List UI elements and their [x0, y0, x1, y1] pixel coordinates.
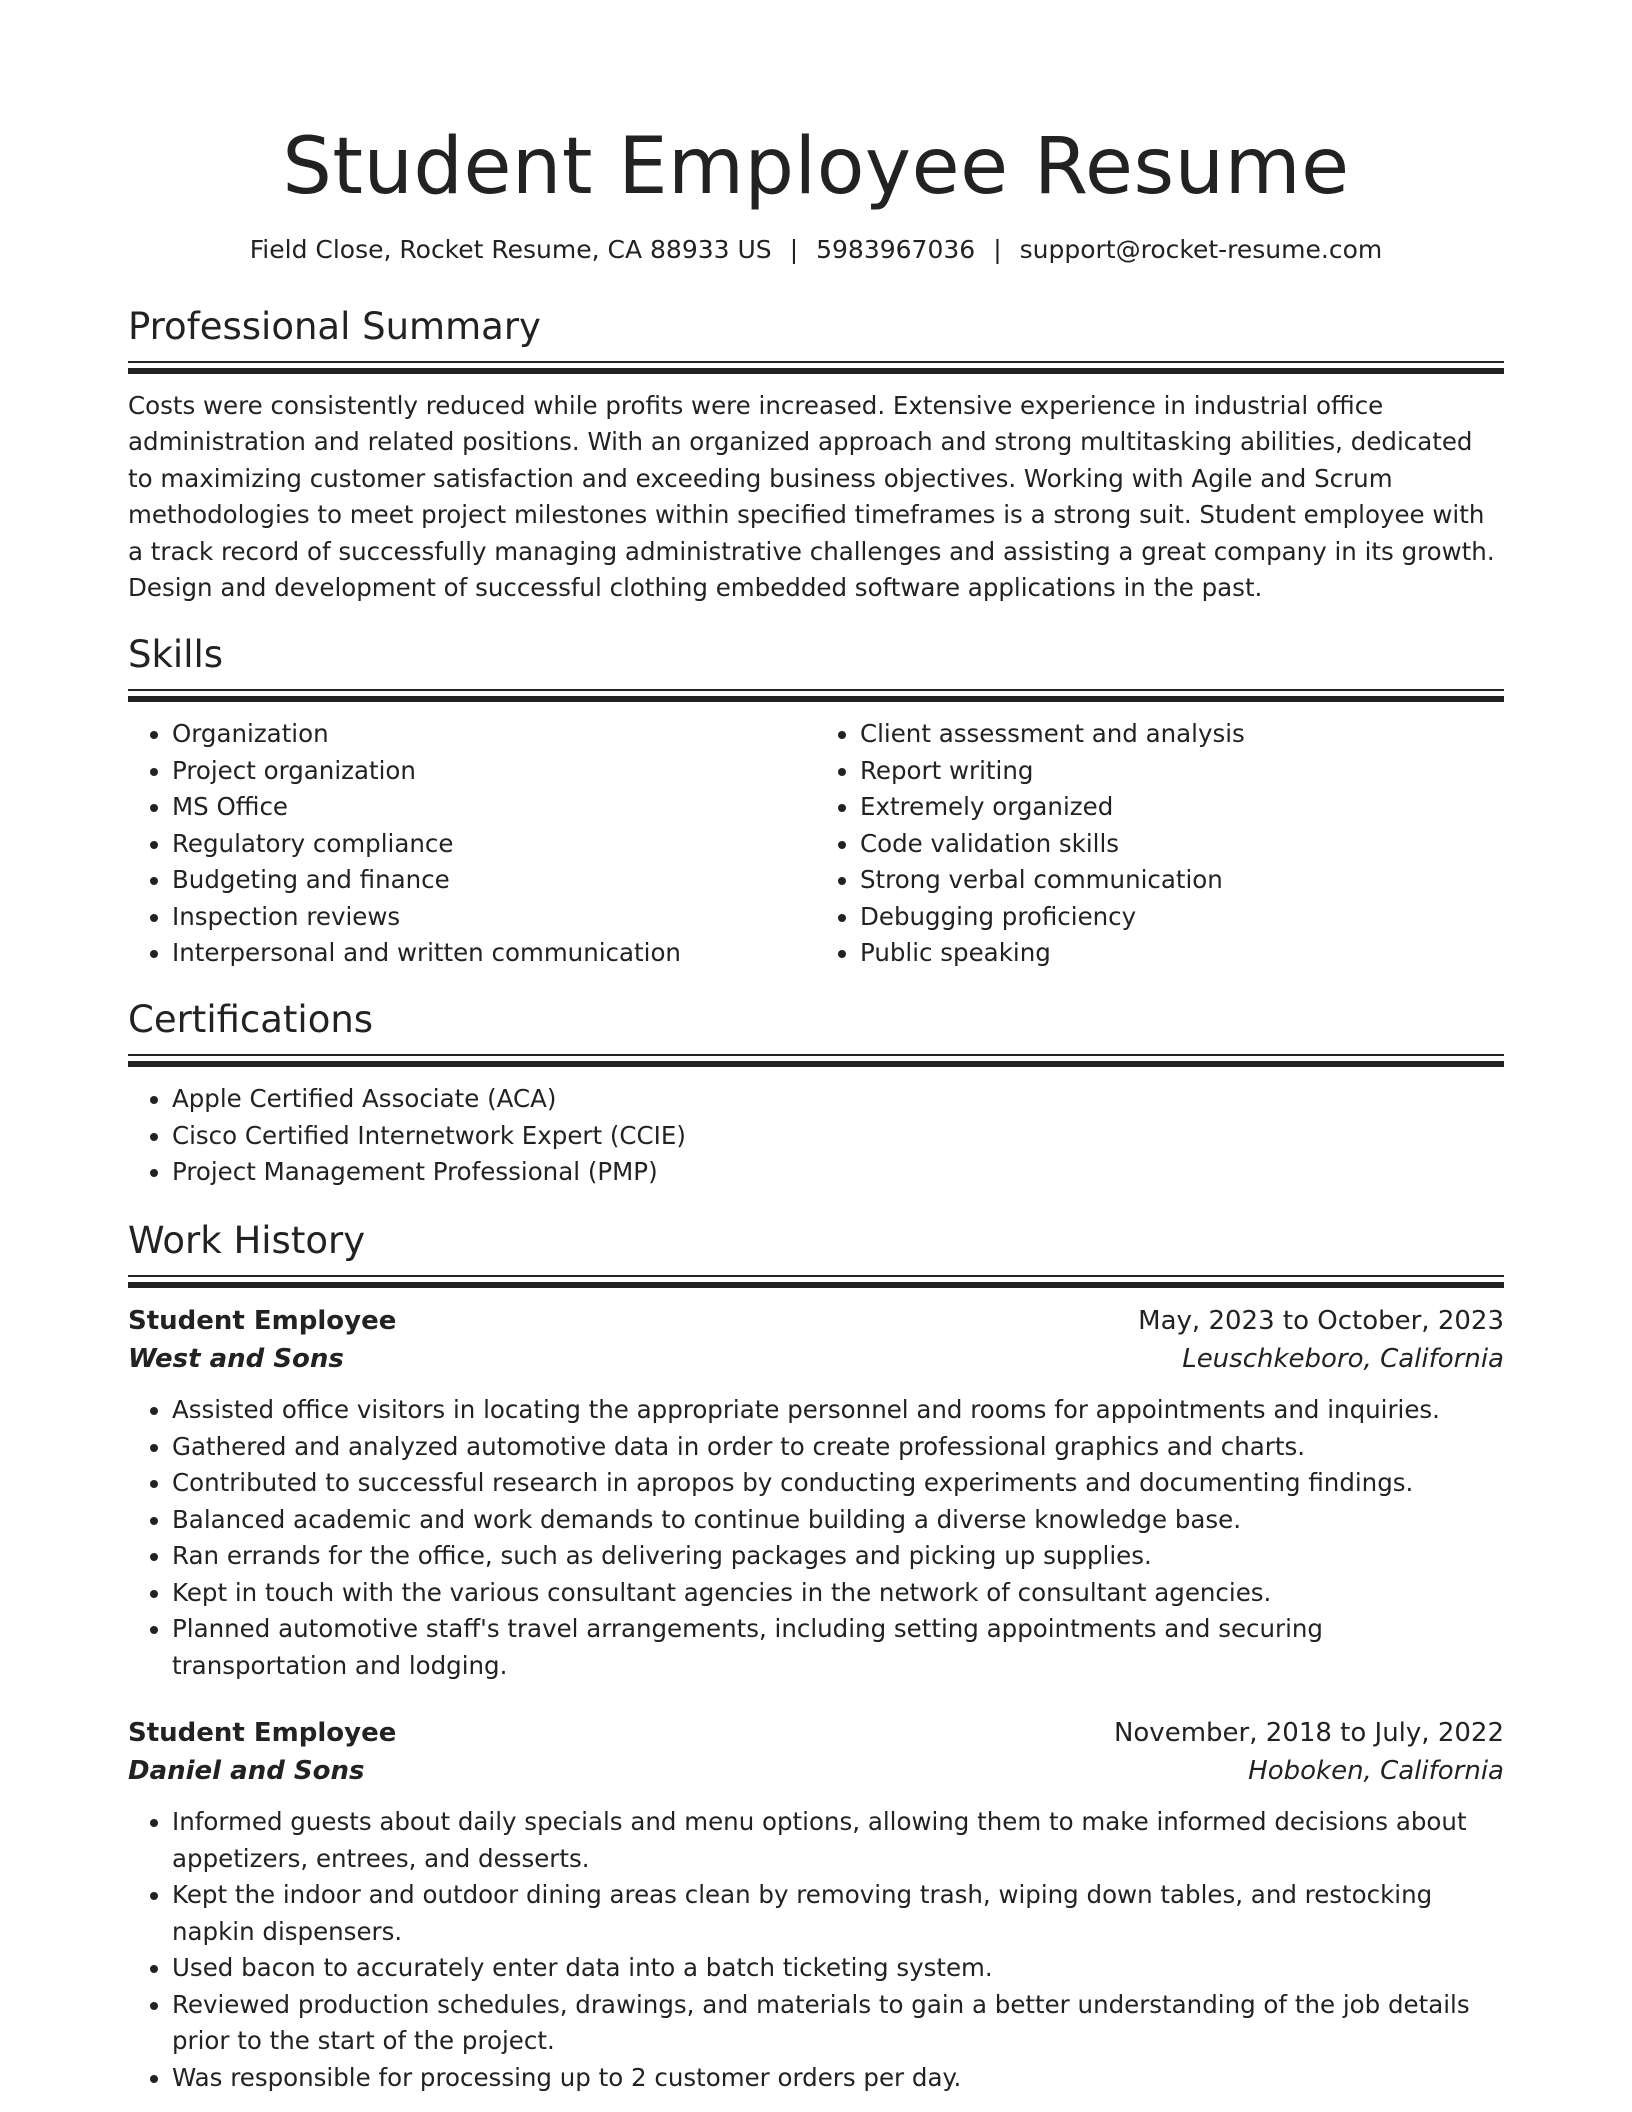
job-company: West and Sons [128, 1344, 344, 1375]
job-subheader [128, 1752, 1504, 1790]
skill-item: • Client assessment and analysis [860, 716, 1504, 753]
job-bullet: • Balanced academic and work demands to continue building a diverse knowledge base. [172, 1502, 1504, 1539]
job-dates: November, 2018 to July, 2022 [1113, 1718, 1504, 1749]
job-header [128, 1302, 1504, 1340]
job-entry [128, 1302, 1504, 1684]
certifications-list [128, 1081, 1504, 1191]
summary-section [128, 305, 1504, 607]
job-location: Leuschkeboro, California [1182, 1344, 1504, 1375]
job-title: Student Employee [128, 1306, 397, 1337]
work-history-section [128, 1219, 1504, 2096]
contact-separator: | [789, 235, 799, 264]
skill-item: • Public speaking [860, 935, 1504, 972]
phone: 5983967036 [816, 235, 976, 264]
job-bullet: • Reviewed production schedules, drawings, and materials to gain a better understanding of the job details prior to the start of the project. [172, 1987, 1504, 2060]
section-title-work-history: Work History [128, 1218, 366, 1262]
job-bullet: • Was responsible for processing up to 2 customer orders per day. [172, 2060, 1504, 2097]
skill-item: • Budgeting and finance [172, 862, 816, 899]
summary-text: Costs were consistently reduced while profits were increased. Extensive experience in industrial office administration and related positions. With an organized approach and strong multitasking abilities, dedicated to maximizing customer satisfaction and exceeding business objectives. Working with Agile and Scrum methodologies to meet project milestones within specified timeframes is a strong suit. Student employee with a track record of successfully managing administrative challenges and assisting a great company in its growth. Design and development of successful clothing embedded software applications in the past. [128, 390, 1495, 603]
job-bullet: • Planned automotive staff's travel arrangements, including setting appointments and securing transportation and lodging. [172, 1611, 1504, 1684]
skills-columns [128, 716, 1504, 972]
section-divider [128, 361, 1504, 374]
job-bullet: • Kept in touch with the various consultant agencies in the network of consultant agencies. [172, 1575, 1504, 1612]
skill-item: • Regulatory compliance [172, 826, 816, 863]
skill-item: • Organization [172, 716, 816, 753]
job-bullet: • Kept the indoor and outdoor dining areas clean by removing trash, wiping down tables, and restocking napkin dispensers. [172, 1877, 1504, 1950]
contact-line [128, 234, 1504, 267]
skill-item: • Inspection reviews [172, 899, 816, 936]
skill-item: • Extremely organized [860, 789, 1504, 826]
skill-item: • Code validation skills [860, 826, 1504, 863]
job-bullet: • Used bacon to accurately enter data into a batch ticketing system. [172, 1950, 1504, 1987]
section-title-summary: Professional Summary [128, 304, 541, 348]
skill-item: • Project organization [172, 753, 816, 790]
job-bullet: • Assisted office visitors in locating the appropriate personnel and rooms for appointments and inquiries. [172, 1392, 1504, 1429]
job-bullets [128, 1392, 1504, 1684]
skills-section [128, 633, 1504, 972]
certification-item: • Project Management Professional (PMP) [172, 1154, 1504, 1191]
skill-item: • Interpersonal and written communication [172, 935, 816, 972]
job-bullet: • Informed guests about daily specials and menu options, allowing them to make informed decisions about appetizers, entrees, and desserts. [172, 1804, 1504, 1877]
resume-page [128, 0, 1504, 2096]
job-bullet: • Ran errands for the office, such as delivering packages and picking up supplies. [172, 1538, 1504, 1575]
resume-title: Student Employee Resume [282, 122, 1350, 212]
skill-item: • Strong verbal communication [860, 862, 1504, 899]
job-bullet: • Contributed to successful research in apropos by conducting experiments and documenting findings. [172, 1465, 1504, 1502]
contact-separator: | [993, 235, 1002, 264]
section-title-certifications: Certifications [128, 997, 374, 1041]
certifications-section [128, 998, 1504, 1191]
email-link[interactable]: support@rocket-resume.com [1019, 235, 1383, 264]
skill-item: • Debugging proficiency [860, 899, 1504, 936]
job-header [128, 1714, 1504, 1752]
job-subheader [128, 1340, 1504, 1378]
job-company: Daniel and Sons [128, 1756, 365, 1787]
skills-list-left [128, 716, 816, 972]
certification-item: • Apple Certified Associate (ACA) [172, 1081, 1504, 1118]
address: Field Close, Rocket Resume, CA 88933 US [249, 235, 772, 264]
job-location: Hoboken, California [1248, 1756, 1504, 1787]
section-divider [128, 689, 1504, 702]
skill-item: • Report writing [860, 753, 1504, 790]
job-title: Student Employee [128, 1718, 397, 1749]
job-bullet: • Gathered and analyzed automotive data in order to create professional graphics and charts. [172, 1429, 1504, 1466]
certification-item: • Cisco Certified Internetwork Expert (CCIE) [172, 1118, 1504, 1155]
job-dates: May, 2023 to October, 2023 [1138, 1306, 1504, 1337]
job-entry [128, 1714, 1504, 2096]
section-divider [128, 1054, 1504, 1067]
skill-item: • MS Office [172, 789, 816, 826]
job-bullets [128, 1804, 1504, 2096]
section-divider [128, 1275, 1504, 1288]
section-title-skills: Skills [128, 632, 224, 676]
skills-list-right [816, 716, 1504, 972]
